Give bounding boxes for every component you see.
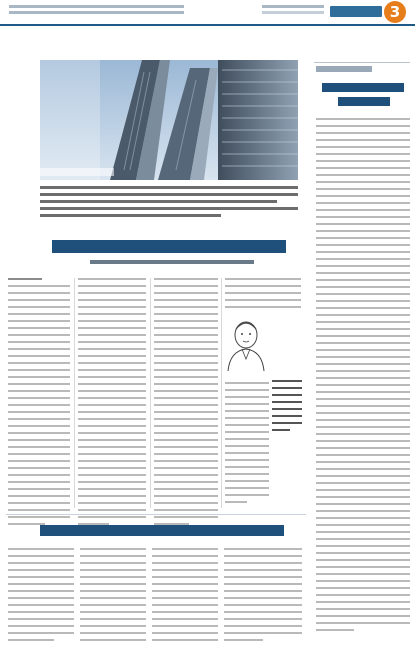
- sidebar-kicker: [316, 66, 372, 72]
- masthead-date: [262, 5, 324, 8]
- lead-paragraph: [40, 186, 298, 221]
- masthead-info: [9, 5, 184, 17]
- article-column-3: [154, 278, 218, 530]
- sidebar-rule: [314, 62, 410, 63]
- sidebar-headline-line-2: [338, 97, 390, 106]
- bottom-story-column-2: [80, 548, 146, 646]
- bottom-story-headline: [40, 525, 284, 536]
- main-subheadline: [90, 260, 254, 264]
- bottom-story-rule: [6, 514, 306, 515]
- pull-quote: [272, 380, 302, 436]
- article-column-2: [78, 278, 146, 530]
- page-number-badge: 3: [384, 1, 406, 23]
- masthead-editor-line: [262, 11, 324, 14]
- column-divider: [221, 278, 222, 508]
- author-portrait: [222, 315, 270, 371]
- photo-caption: [40, 168, 114, 176]
- article-column-4-lower: [225, 382, 269, 508]
- bottom-story-column-4: [224, 548, 302, 646]
- bottom-story-column-3: [152, 548, 218, 646]
- sidebar-article-body: [316, 118, 410, 636]
- column-divider: [74, 278, 75, 508]
- lead-photo: [40, 60, 298, 180]
- article-column-1: [8, 278, 70, 530]
- section-title: [330, 6, 382, 17]
- masthead: [0, 0, 415, 26]
- sidebar-headline-line-1: [322, 83, 404, 92]
- article-column-4-upper: [225, 278, 301, 313]
- masthead-rule: [0, 24, 415, 26]
- main-headline: [52, 240, 286, 253]
- column-divider: [150, 278, 151, 508]
- bottom-story-column-1: [8, 548, 74, 646]
